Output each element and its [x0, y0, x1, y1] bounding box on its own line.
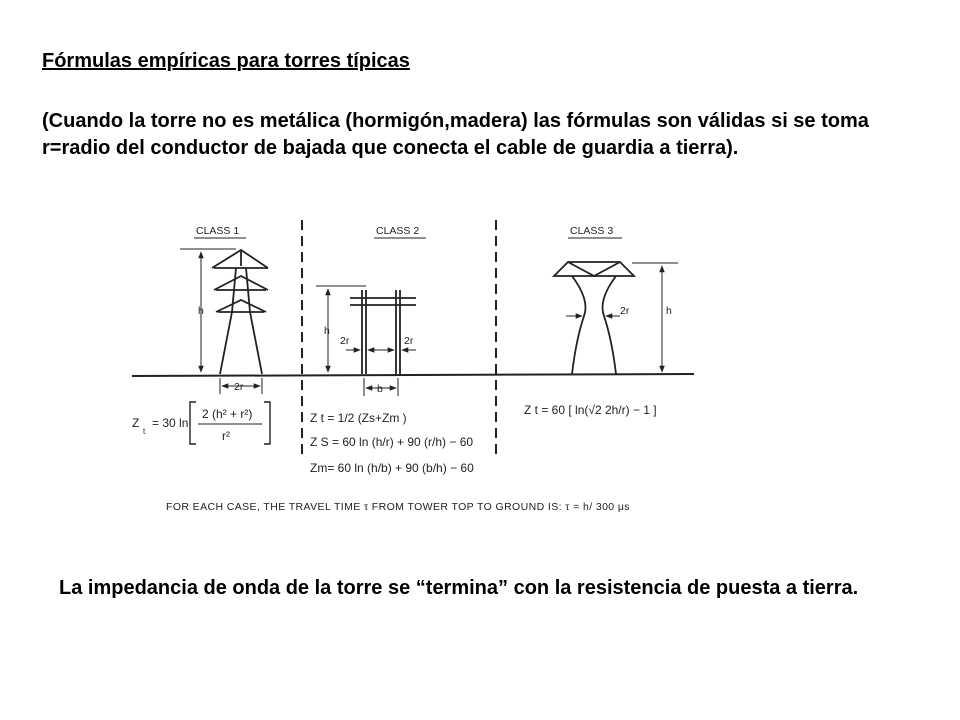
class2-zm-formula: Zm= 60 ln (h/b) + 90 (b/h) − 60: [310, 461, 474, 475]
class1-formula-sub: t: [143, 427, 146, 436]
class2-h-label: h: [324, 325, 330, 337]
class1-formula-denominator: r²: [222, 429, 230, 443]
class2-zt-formula: Z t = 1/2 (Zs+Zm ): [310, 411, 407, 425]
ground-line: [132, 374, 694, 376]
class2-zs-formula: Z S = 60 ln (h/r) + 90 (r/h) − 60: [310, 435, 474, 449]
class2-spacing-label: b: [377, 383, 383, 395]
class2-tower-icon: [350, 290, 416, 374]
closing-paragraph: La impedancia de onda de la torre se “termina” con la resistencia de puesta a tierra.: [59, 577, 859, 599]
class1-formula-lhs: Z: [132, 416, 140, 430]
class1-formula-mid: = 30 ln: [152, 416, 189, 430]
intro-paragraph: (Cuando la torre no es metálica (hormigón,madera) las fórmulas son válidas si se toma r=radio del conductor de bajada que conecta el cable de guardia a tierra).: [42, 110, 869, 159]
class2-label: CLASS 2: [376, 225, 420, 237]
class3-label: CLASS 3: [570, 225, 614, 237]
class3-radius-label: 2r: [620, 305, 630, 317]
travel-time-note: FOR EACH CASE, THE TRAVEL TIME τ FROM TOWER TOP TO GROUND IS: τ = h/ 300 μs: [166, 501, 630, 513]
page-title: Fórmulas empíricas para torres típicas: [42, 50, 410, 72]
class3-tower-icon: [554, 262, 634, 374]
class1-formula-numerator: 2 (h² + r²): [202, 407, 253, 421]
class1-radius-label: 2r: [234, 381, 244, 393]
class1-tower-icon: [212, 250, 268, 374]
class1-h-label: h: [198, 305, 204, 317]
class3-h-label: h: [666, 305, 672, 317]
class3-formula: Z t = 60 [ ln(√2 2h/r) − 1 ]: [524, 403, 657, 417]
class2-radius-right-label: 2r: [404, 335, 414, 347]
class2-radius-left-label: 2r: [340, 335, 350, 347]
class1-label: CLASS 1: [196, 225, 240, 237]
